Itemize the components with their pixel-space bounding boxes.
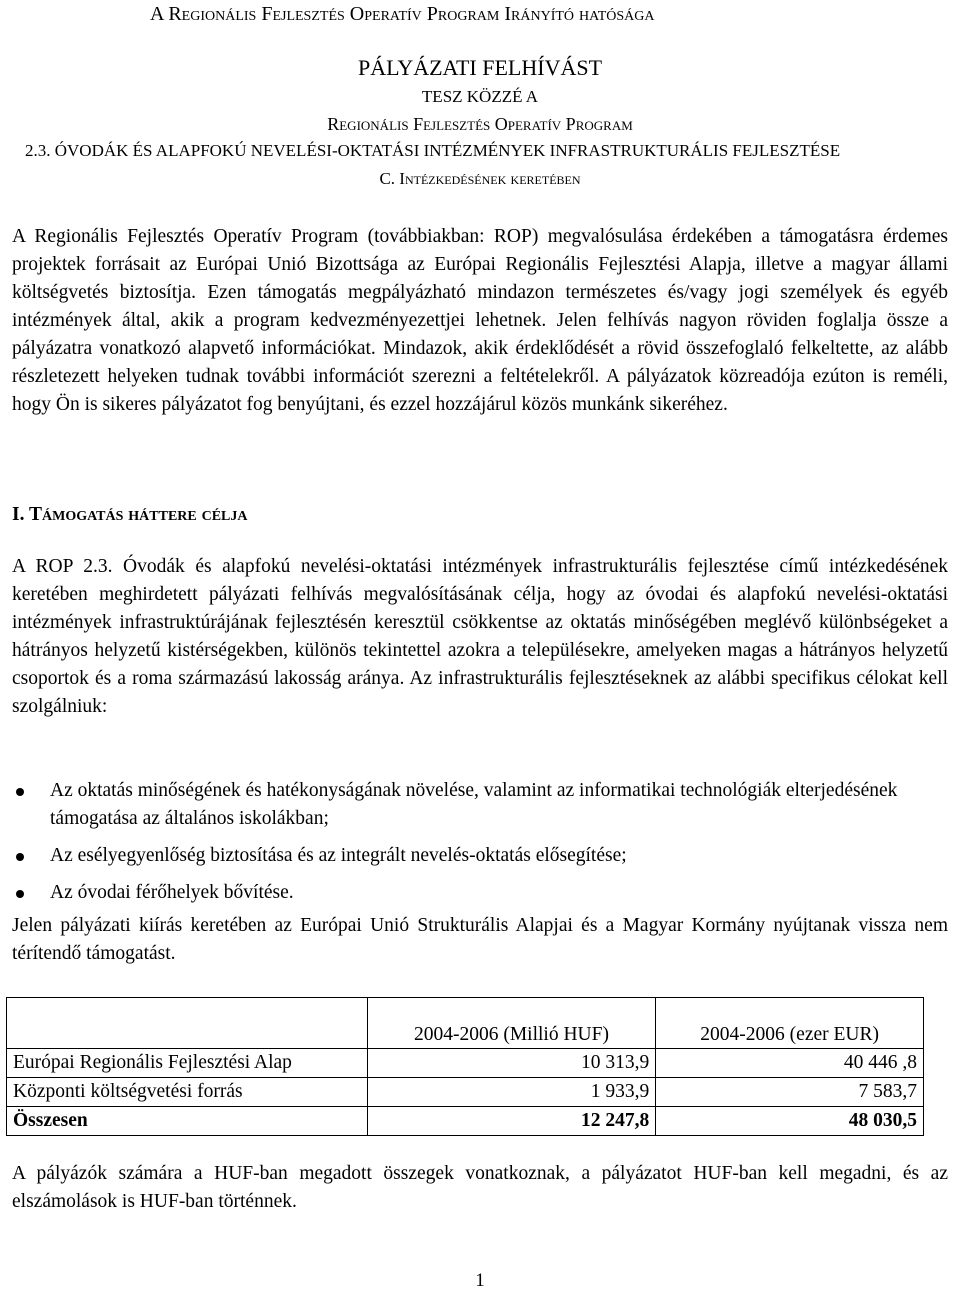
table-row	[7, 1049, 924, 1078]
table-row	[7, 1078, 924, 1107]
list-item: Az óvodai férőhelyek bővítése.	[12, 879, 948, 907]
table-cell: 1 933,9	[367, 1078, 656, 1107]
table-cell: 10 313,9	[367, 1049, 656, 1078]
table-cell: 12 247,8	[367, 1107, 656, 1136]
closing-paragraph: A pályázók számára a HUF-ban megadott összegek vonatkoznak, a pályázatot HUF-ban kell megadni, és az elszámolások is HUF-ban történnek.	[12, 1163, 948, 1212]
list-item: Az esélyegyenlőség biztosítása és az integrált nevelés-oktatás elősegítése;	[12, 842, 948, 870]
section-heading: I. Támogatás háttere célja	[12, 504, 248, 525]
measure-subtitle: C. Intézkedésének keretében	[379, 169, 581, 188]
managing-authority-header: A Regionális Fejlesztés Operatív Program Irányító hatósága	[150, 3, 655, 25]
table-cell: 40 446 ,8	[656, 1049, 924, 1078]
objective-paragraph: A ROP 2.3. Óvodák és alapfokú nevelési-oktatási intézmények infrastrukturális fejlesztése című intézkedésének keretében meghirdetett pályázati felhívás megvalósításának célja, hogy az óvodai és alapfokú nevelési-oktatási intézmények infrastruktúrájának fejlesztésén keresztül csökkentse az oktatás minőségében meglévő különbségeket a hátrányos helyzetű kistérségekben, különös tekintettel azokra a településekre, amelyeken magas a hátrányos helyzetű csoportok és a roma származású lakosság aránya. Az infrastrukturális fejlesztéseknek az alábbi specifikus célokat kell szolgálniuk:	[12, 556, 948, 717]
table-cell: Összesen	[7, 1107, 368, 1136]
funding-paragraph: Jelen pályázati kiírás keretében az Európai Unió Strukturális Alapjai és a Magyar Kormány nyújtanak vissza nem térítendő támogatást.	[12, 915, 948, 964]
objectives-list	[12, 777, 948, 916]
table-cell: 48 030,5	[656, 1107, 924, 1136]
list-item: Az oktatás minőségének és hatékonyságának növelése, valamint az informatikai technológiák elterjedésének támogatása az általános iskolákban;	[12, 777, 948, 833]
bullet-icon	[16, 853, 24, 861]
table-header-cell	[7, 998, 368, 1049]
table-cell: Európai Regionális Fejlesztési Alap	[7, 1049, 368, 1078]
table-cell: Központi költségvetési forrás	[7, 1078, 368, 1107]
bullet-icon	[16, 890, 24, 898]
table-header-cell: 2004-2006 (Millió HUF)	[367, 998, 656, 1049]
program-name: Regionális Fejlesztés Operatív Program	[327, 114, 633, 134]
page-number: 1	[475, 1270, 485, 1291]
call-title: PÁLYÁZATI FELHÍVÁST	[357, 55, 603, 80]
measure-title: 2.3. ÓVODÁK ÉS ALAPFOKÚ NEVELÉSI-OKTATÁSI INTÉZMÉNYEK INFRASTRUKTURÁLIS FEJLESZTÉSE	[25, 141, 841, 160]
table-header-row	[7, 998, 924, 1049]
funding-table	[6, 997, 924, 1136]
table-header-cell: 2004-2006 (ezer EUR)	[656, 998, 924, 1049]
table-total-row	[7, 1107, 924, 1136]
call-subtitle: TESZ KÖZZÉ A	[421, 87, 539, 106]
table-cell: 7 583,7	[656, 1078, 924, 1107]
bullet-icon	[16, 788, 24, 796]
intro-paragraph: A Regionális Fejlesztés Operatív Program (továbbiakban: ROP) megvalósulása érdekében a támogatásra érdemes projektek forrásait az Európai Unió Bizottsága az Európai Regionális Fejlesztési Alapja, illetve a magyar állami költségvetés biztosítja. Ezen támogatás megpályázható mindazon természetes és/vagy jogi személyek és egyéb intézmények által, akik a program kedvezményezettjei lehetnek. Jelen felhívás nagyon röviden foglalja össze a pályázatra vonatkozó alapvető információkat. Mindazok, akik érdeklődését a rövid összefoglaló felkeltette, az alább részletezett helyeken tudnak további információt szerezni a feltételekről. A pályázatok közreadója ezúton is reméli, hogy Ön is sikeres pályázatot fog benyújtani, és ezzel hozzájárul közös munkánk sikeréhez.	[12, 226, 948, 415]
